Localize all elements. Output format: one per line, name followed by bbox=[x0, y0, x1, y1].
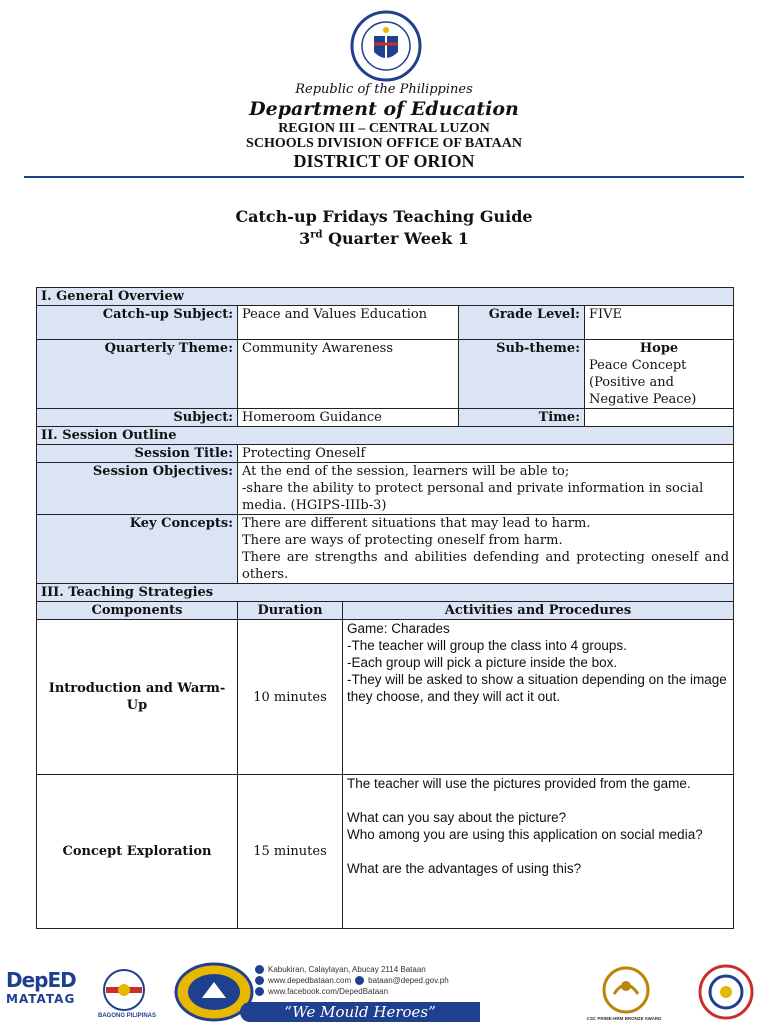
column-header-activities: Activities and Procedures bbox=[343, 602, 734, 620]
sub-theme-label: Sub-theme: bbox=[459, 340, 585, 409]
session-objectives-value bbox=[238, 463, 734, 515]
guide-title: Catch-up Fridays Teaching Guide bbox=[235, 207, 533, 226]
motto-banner: “We Mould Heroes” bbox=[240, 1002, 480, 1022]
page-footer bbox=[0, 960, 768, 1024]
key-concept-item: There are different situations that may lead to harm. bbox=[242, 516, 591, 531]
key-concepts-value bbox=[238, 515, 734, 584]
district-heading: DISTRICT OF ORION bbox=[293, 151, 475, 171]
column-header-components: Components bbox=[37, 602, 238, 620]
grade-level-label: Grade Level: bbox=[459, 306, 585, 340]
facebook-icon bbox=[255, 987, 264, 996]
grade-level-value: FIVE bbox=[585, 306, 734, 340]
teaching-guide-table bbox=[36, 287, 734, 929]
catchup-subject-label: Catch-up Subject: bbox=[37, 306, 238, 340]
prime-hrm-seal bbox=[694, 964, 758, 1020]
bagong-pilipinas-label: BAGONG PILIPINAS bbox=[98, 1013, 157, 1019]
duration-concept-exploration: 15 minutes bbox=[238, 775, 343, 929]
session-title-label: Session Title: bbox=[37, 445, 238, 463]
section-row bbox=[37, 427, 734, 445]
region-heading: REGION III – CENTRAL LUZON bbox=[278, 121, 490, 136]
email-icon bbox=[355, 976, 364, 985]
division-heading: SCHOOLS DIVISION OFFICE OF BATAAN bbox=[246, 136, 522, 151]
matatag-wordmark: MATATAG bbox=[6, 992, 76, 1006]
csc-award-logo bbox=[600, 966, 652, 1016]
facebook-link[interactable]: www.facebook.com/DepedBataan bbox=[268, 987, 389, 996]
sub-theme-title: Hope bbox=[639, 341, 679, 356]
subject-value: Homeroom Guidance bbox=[238, 409, 459, 427]
table-row bbox=[37, 409, 734, 427]
activity-line: The teacher will use the pictures provided from the game. bbox=[347, 776, 691, 791]
globe-icon bbox=[255, 976, 264, 985]
section-row bbox=[37, 584, 734, 602]
contact-info bbox=[255, 964, 449, 997]
activities-intro bbox=[343, 620, 734, 775]
address-text: Kabukiran, Calaylayan, Abucay 2114 Bataan bbox=[268, 965, 426, 974]
activities-concept-exploration bbox=[343, 775, 734, 929]
section-general-overview: I. General Overview bbox=[37, 288, 734, 306]
table-row bbox=[37, 515, 734, 584]
spacer bbox=[347, 843, 729, 860]
activity-line: What are the advantages of using this? bbox=[347, 861, 582, 876]
table-row bbox=[37, 445, 734, 463]
activity-line: What can you say about the picture? bbox=[347, 810, 567, 825]
quarter-title: 3rd Quarter Week 1 bbox=[299, 229, 469, 248]
table-row bbox=[37, 306, 734, 340]
award-label: CSC PRIME-HRM BRONZE AWARD bbox=[586, 1016, 662, 1021]
activity-line: -Each group will pick a picture inside the box. bbox=[347, 655, 618, 670]
department-heading: Department of Education bbox=[249, 98, 519, 120]
objectives-intro: At the end of the session, learners will be able to; bbox=[242, 464, 570, 479]
bagong-pilipinas-logo bbox=[96, 968, 152, 1012]
section-row bbox=[37, 288, 734, 306]
time-value bbox=[585, 409, 734, 427]
key-concept-item: There are ways of protecting oneself from harm. bbox=[242, 533, 563, 548]
session-title-value: Protecting Oneself bbox=[238, 445, 734, 463]
column-header-duration: Duration bbox=[238, 602, 343, 620]
duration-intro: 10 minutes bbox=[238, 620, 343, 775]
email-link[interactable]: bataan@deped.gov.ph bbox=[368, 976, 449, 985]
sub-theme-description: Peace Concept (Positive and Negative Peace) bbox=[589, 358, 697, 407]
table-row bbox=[37, 463, 734, 515]
component-intro: Introduction and Warm-Up bbox=[37, 620, 238, 775]
activity-line: -They will be asked to show a situation depending on the image they choose, and they will act it out. bbox=[347, 672, 727, 704]
deped-matatag-logo bbox=[6, 968, 86, 1016]
quarterly-theme-value: Community Awareness bbox=[238, 340, 459, 409]
header-divider bbox=[24, 176, 744, 178]
objectives-item: -share the ability to protect personal and private information in social media. (HGIPS-IIIb-3) bbox=[242, 481, 704, 513]
subject-label: Subject: bbox=[37, 409, 238, 427]
session-objectives-label: Session Objectives: bbox=[37, 463, 238, 515]
component-concept-exploration: Concept Exploration bbox=[37, 775, 238, 929]
location-icon bbox=[255, 965, 264, 974]
activity-line: Who among you are using this application on social media? bbox=[347, 827, 703, 842]
deped-wordmark: DepED bbox=[6, 968, 76, 992]
activity-line: -The teacher will group the class into 4 groups. bbox=[347, 638, 627, 653]
sub-theme-value bbox=[585, 340, 734, 409]
key-concept-item: There are strengths and abilities defending and protecting oneself and others. bbox=[242, 550, 730, 582]
table-row bbox=[37, 620, 734, 775]
section-session-outline: II. Session Outline bbox=[37, 427, 734, 445]
spacer bbox=[347, 792, 729, 809]
quarterly-theme-label: Quarterly Theme: bbox=[37, 340, 238, 409]
activity-line: Game: Charades bbox=[347, 621, 450, 636]
time-label: Time: bbox=[459, 409, 585, 427]
deped-seal-logo bbox=[350, 10, 422, 82]
column-header-row bbox=[37, 602, 734, 620]
table-row bbox=[37, 775, 734, 929]
republic-heading: Republic of the Philippines bbox=[295, 82, 473, 97]
catchup-subject-value: Peace and Values Education bbox=[238, 306, 459, 340]
website-link[interactable]: www.depedbataan.com bbox=[268, 976, 352, 985]
table-row bbox=[37, 340, 734, 409]
key-concepts-label: Key Concepts: bbox=[37, 515, 238, 584]
section-teaching-strategies: III. Teaching Strategies bbox=[37, 584, 734, 602]
